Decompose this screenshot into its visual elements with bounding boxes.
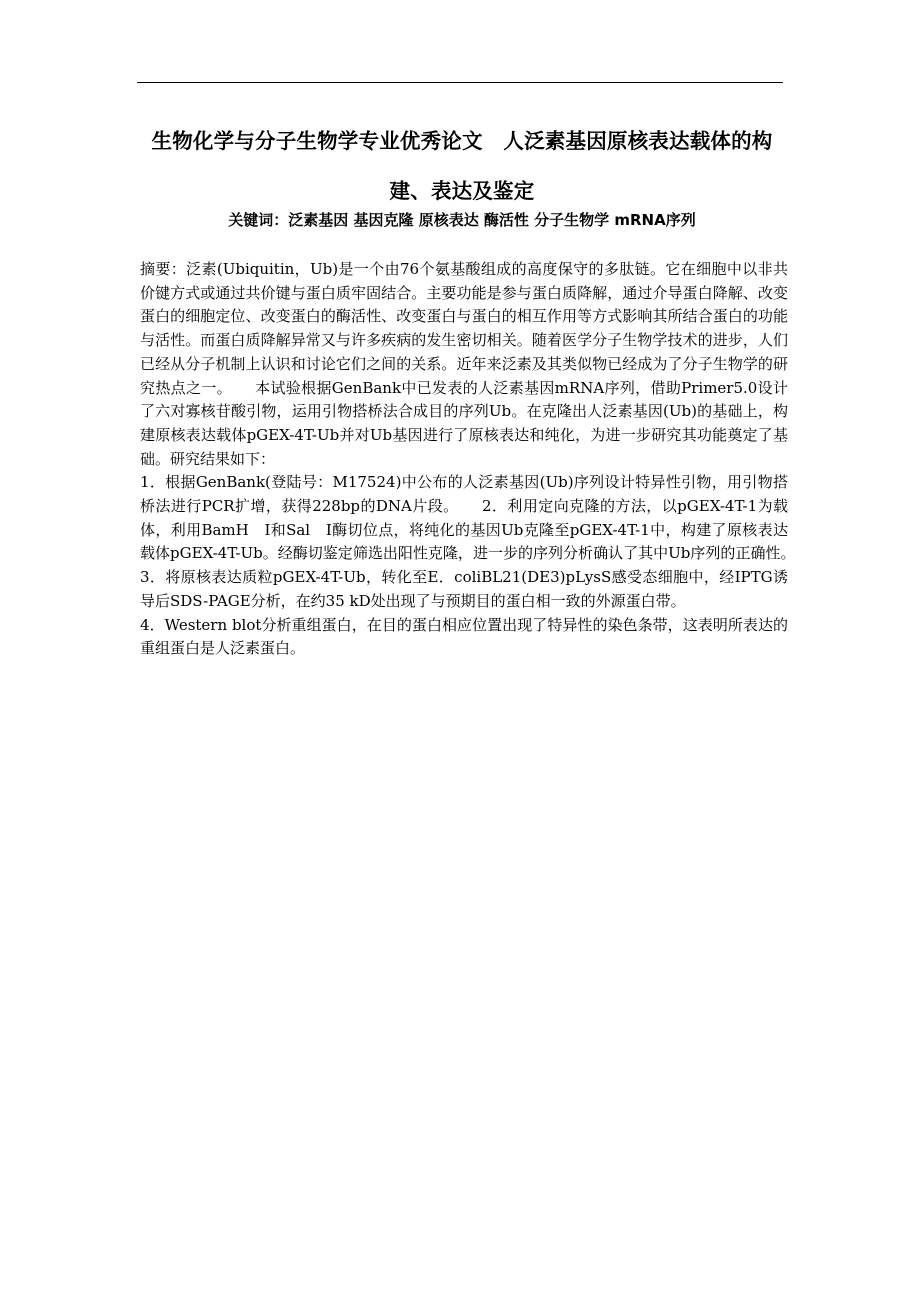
document-title: 生物化学与分子生物学专业优秀论文 人泛素基因原核表达载体的构建、表达及鉴定 [151, 129, 773, 203]
results-paragraph-1: 1．根据GenBank(登陆号：M17524)中公布的人泛素基因(Ub)序列设计特异性引物，用引物搭桥法进行PCR扩增，获得228bp的DNA片段。 2．利用定向克隆的方法，以pGEX-4T-1为载体，利用BamH Ⅰ和Sal Ⅰ酶切位点，将纯化的基因Ub克隆至pGEX-4T-1中，构建了原核表达载体pGEX-4T-Ub。经酶切鉴定筛选出阳性克隆，进一步的序列分析确认了其中Ub序列的正确性。 3．将原核表达质粒pGEX-4T-Ub，转化至E．coliBL21(DE3)pLysS感受态细胞中，经IPTG诱导后SDS-PAGE分析，在约35 kD处出现了与预期目的蛋白相一致的外源蛋白带。 [140, 473, 819, 610]
results-paragraph-2: 4．Western blot分析重组蛋白，在目的蛋白相应位置出现了特异性的染色条带，这表明所表达的重组蛋白是人泛素蛋白。 [140, 615, 788, 658]
header-rule [137, 82, 783, 83]
abstract-body [140, 258, 819, 661]
abstract-paragraph: 摘要：泛素(Ubiquitin，Ub)是一个由76个氨基酸组成的高度保守的多肽链。它在细胞中以非共价键方式或通过共价键与蛋白质牢固结合。主要功能是参与蛋白质降解，通过介导蛋白降解、改变蛋白的细胞定位、改变蛋白的酶活性、改变蛋白与蛋白的相互作用等方式影响其所结合蛋白的功能与活性。而蛋白质降解异常又与许多疾病的发生密切相关。随着医学分子生物学技术的进步，人们已经从分子机制上认识和讨论它们之间的关系。近年来泛素及其类似物已经成为了分子生物学的研究热点之一。 本试验根据GenBank中已发表的人泛素基因mRNA序列，借助Primer5.0设计了六对寡核苷酸引物，运用引物搭桥法合成目的序列Ub。在克隆出人泛素基因(Ub)的基础上，构建原核表达载体pGEX-4T-Ub并对Ub基因进行了原核表达和纯化，为进一步研究其功能奠定了基础。研究结果如下： [140, 260, 788, 468]
keywords-line: 关键词：泛素基因 基因克隆 原核表达 酶活性 分子生物学 mRNA序列 [228, 211, 696, 229]
